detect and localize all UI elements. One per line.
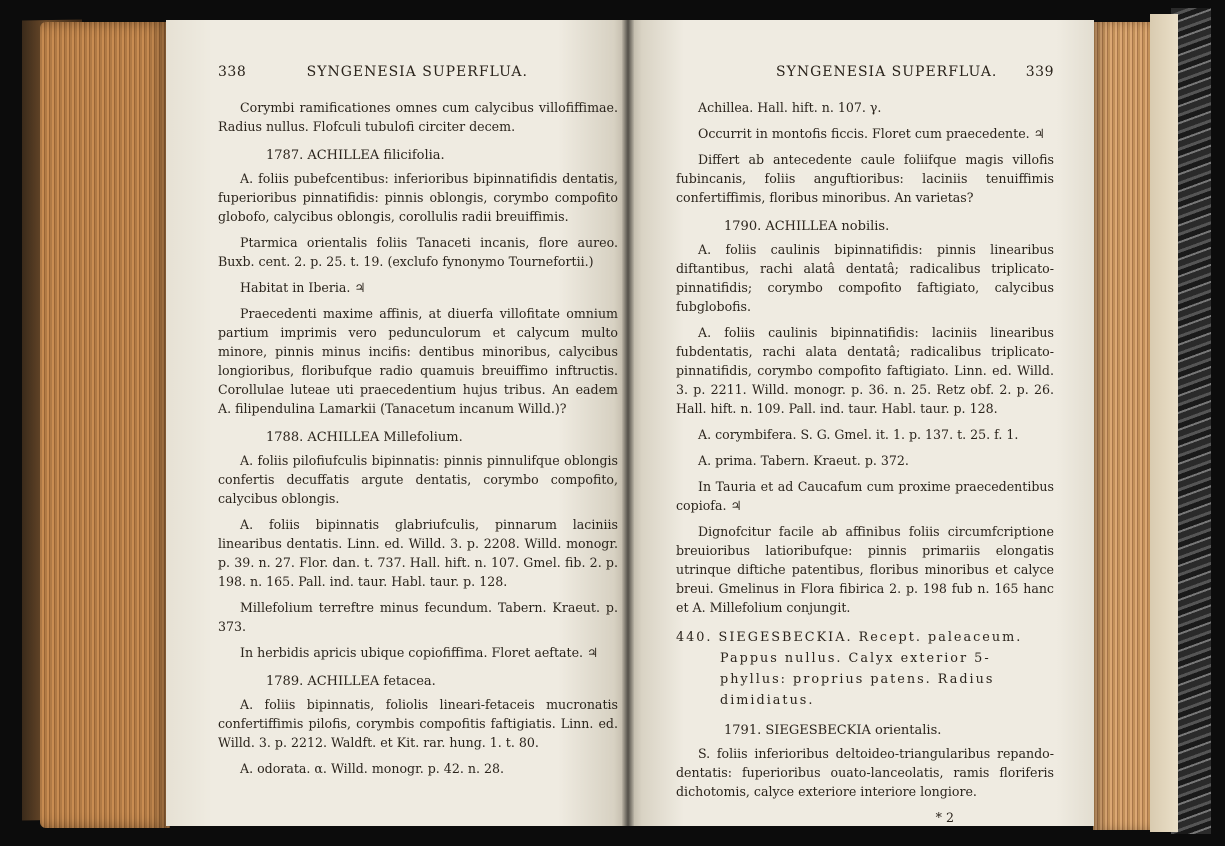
entry-1789-diagnosis: A. foliis bipinnatis, foliolis lineari-fetaceis mucronatis confertiffimis pilofis, corymbis compofitis faftigiatis. Linn. ed. Willd. 3. p. 2212. Waldft. et Kit. rar. hung. 1. t. 80. [218, 697, 618, 750]
entry-1790-references: A. foliis caulinis bipinnatifidis: laciniis linearibus fubdentatis, rachi alata dentatâ; radicalibus triplicato-pinnatifidis, corymbo compofito faftigiato. Linn. ed. Willd. 3. p. 2211. Willd. monogr. p. 36. n. 25. Retz obf. 2. p. 26. Hall. hift. n. 109. Pall. ind. taur. Habl. taur. p. 128. [676, 325, 1054, 416]
entry-1788-references: A. foliis bipinnatis glabriufculis, pinnarum laciniis linearibus dentatis. Linn. ed. Willd. 3. p. 2208. Willd. monogr. p. 39. n. 27. Flor. dan. t. 737. Hall. hift. n. 107. Gmel. fib. 2. p. 198. n. 165. Pall. ind. taur. Habl. taur. p. 128. [218, 517, 618, 589]
flyleaf [1150, 14, 1178, 832]
left-running-title: SYNGENESIA SUPERFLUA. [306, 64, 528, 80]
entry-1787-remarks: Praecedenti maxime affinis, at diuerfa villofitate omnium partium imprimis vero pedunculorum et calycum multo minore, pinnis minus incifis: dentibus minoribus, calycibus longioribus, floribufque radio quamuis breuiffimo inftructis. Corollulae luteae uti praecedentium hujus tribus. An eadem A. filipendulina Lamarkii (Tanacetum incanum Willd.)? [218, 306, 618, 416]
entry-1788-diagnosis: A. foliis pilofiufculis bipinnatis: pinnis pinnulifque oblongis confertis decuffatis argute dentatis, corymbo compofito, calycibus oblongis. [218, 453, 618, 506]
continued-reference: Achillea. Hall. hift. n. 107. γ. [698, 100, 882, 115]
entry-heading-1787: 1787. ACHILLEA filicifolia. [266, 148, 445, 163]
left-page [166, 20, 628, 826]
continued-remarks: Differt ab antecedente caule foliifque magis villofis fubincanis, foliis anguftioribus: laciniis tenuiffimis confertiffimis, floribus minoribus. An varietas? [676, 152, 1054, 205]
genus-heading-440: 440. SIEGESBECKIA. Recept. paleaceum. Pappus nullus. Calyx exterior 5-phyllus: proprius patens. Radius dimidiatus. [676, 630, 1023, 708]
entry-heading-1788: 1788. ACHILLEA Millefolium. [266, 430, 463, 445]
entry-1788-habitat: In herbidis apricis ubique copiofiffima. Floret aeftate. ♃ [240, 645, 599, 660]
entry-1787-habitat: Habitat in Iberia. ♃ [240, 280, 366, 295]
entry-heading-1791: 1791. SIEGESBECKIA orientalis. [724, 723, 942, 738]
entry-heading-1790: 1790. ACHILLEA nobilis. [724, 219, 890, 234]
entry-1790-synonym-2: A. prima. Tabern. Kraeut. p. 372. [698, 453, 909, 468]
intro-paragraph: Corymbi ramificationes omnes cum calycibus villofiffimae. Radius nullus. Flofculi tubulofi circiter decem. [218, 100, 618, 134]
entry-1790-diagnosis: A. foliis caulinis bipinnatifidis: pinnis linearibus diftantibus, rachi alatâ dentatâ; radicalibus triplicato-pinnatifidis; corymbo compofito faftigiato, calycibus fubglobofis. [676, 242, 1054, 314]
right-page-edges [1093, 22, 1153, 830]
signature-mark: * 2 [935, 810, 954, 825]
left-running-head [218, 64, 618, 80]
entry-1787-synonym: Ptarmica orientalis foliis Tanaceti incanis, flore aureo. Buxb. cent. 2. p. 25. t. 19. (exclufo fynonymo Tournefortii.) [218, 235, 618, 269]
entry-1790-habitat: In Tauria et ad Caucafum cum proxime praecedentibus copiofa. ♃ [676, 479, 1054, 513]
entry-heading-1789: 1789. ACHILLEA fetacea. [266, 674, 436, 689]
left-page-edges [40, 22, 170, 828]
entry-1787-diagnosis: A. foliis pubefcentibus: inferioribus bipinnatifidis dentatis, fuperioribus pinnatifidis: pinnis oblongis, corymbo compofito globofo, calycibus oblongis, corollulis radii breuiffimis. [218, 171, 618, 224]
right-page-number: 339 [1025, 64, 1054, 80]
continued-habitat: Occurrit in montofis ficcis. Floret cum praecedente. ♃ [698, 126, 1045, 141]
entry-1790-synonym-1: A. corymbifera. S. G. Gmel. it. 1. p. 137. t. 25. f. 1. [698, 427, 1019, 442]
entry-1790-remarks: Dignofcitur facile ab affinibus foliis circumfcriptione breuioribus latioribufque: pinnis primariis elongatis utrinque diftiche patentibus, floribus minoribus et calyce breui. Gmelinus in Flora fibirica 2. p. 198 fub n. 165 hanc et A. Millefolium conjungit. [676, 524, 1054, 615]
left-page-number: 338 [218, 64, 247, 80]
right-running-head [676, 64, 1054, 80]
entry-1788-synonym: Millefolium terreftre minus fecundum. Tabern. Kraeut. p. 373. [218, 600, 618, 634]
right-page [628, 20, 1094, 826]
book-gutter [622, 20, 634, 826]
entry-1791-diagnosis: S. foliis inferioribus deltoideo-triangularibus repando-dentatis: fuperioribus ouato-lanceolatis, ramis floriferis dichotomis, calyce exteriore interiore longiore. [676, 746, 1054, 799]
right-running-title: SYNGENESIA SUPERFLUA. [776, 64, 998, 80]
entry-1789-variety: A. odorata. α. Willd. monogr. p. 42. n. 28. [240, 761, 504, 776]
